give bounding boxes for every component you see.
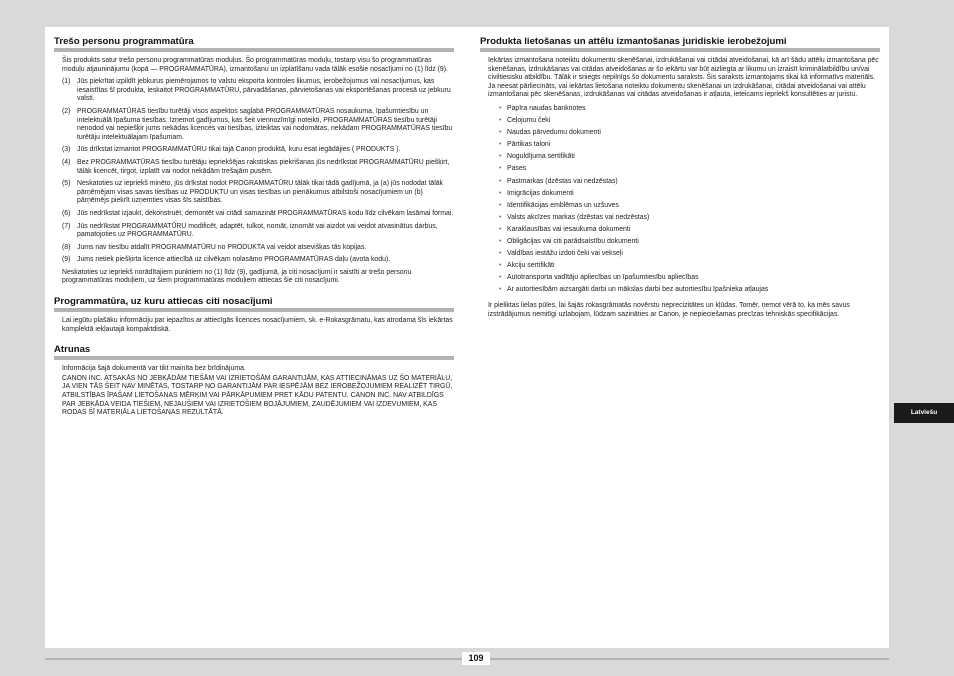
list-item: [499, 238, 880, 247]
item-number: (9): [62, 256, 71, 264]
item-text: Ceļojumu čeki: [507, 117, 551, 125]
list-item: [62, 180, 454, 206]
section-heading: Produkta lietošanas un attēlu izmantošanas juridiskie ierobežojumi: [480, 36, 880, 52]
list-item: [62, 78, 454, 104]
list-item: [499, 153, 880, 162]
list-item: [499, 250, 880, 259]
item-text: Neskatoties uz iepriekš minēto, jūs drīkstat nodot PROGRAMMATŪRU tālāk tikai tādā gadījumā, ja (a) jūs nododat tālāk pārņēmējam visas savas tiesības uz PRODUKTU un visas tiesības un pienākumus atbilstoši nosacījumiem un (b) pārņēmējs piekrīt uzņemties visas šīs saistības.: [77, 180, 443, 205]
bullet-list: [480, 105, 880, 295]
list-item: [499, 117, 880, 126]
section-third-party-software: [54, 36, 454, 286]
item-number: (2): [62, 107, 71, 115]
paragraph: Lai iegūtu plašāku informāciju par iepazītos ar attiecīgās licences nosacījumiem, sk. e-Rokasgrāmatu, kas atrodama šīs iekārtas komplektā iekļautajā kompaktdiskā.: [62, 317, 453, 333]
item-text: Obligācijas vai citi parādsaistību dokumenti: [507, 238, 639, 245]
item-text: Papīra naudas banknotes: [507, 104, 586, 112]
list-item: [499, 214, 880, 223]
paragraph: Iekārtas izmantošana noteiktu dokumentu skenēšanai, izdrukāšanai vai citādai atveidošanai, kā arī šādu attēlu izmantošana pēc skenēšanas, izdrukāšanas vai citādas atveidošanas ar šo iekārtu var būt aizliegta ar likumu un izraisīt kriminālatbildību un/vai civiltiesisku atbildību. Tālāk ir sniegts nepilnīgs šo dokumentu saraksts. Šis saraksts izmantojams tikai kā informatīvs materiāls. Ja neesat pārliecināts, vai iekārtas lietošana noteiktu dokumentu skenēšanai un izdrukāšanai, citādai atveidošanai vai attēlu izmantošanai pēc skenēšanas, izdrukāšanas vai citādas atveidošanas ir atļauta, ieteicams iepriekš konsultēties ar juristu.: [488, 57, 879, 99]
list-item: [499, 262, 880, 271]
list-item: [62, 159, 454, 176]
item-text: Karaklausības vai iesaukuma dokumenti: [507, 225, 631, 233]
item-text: Jūs nedrīkstat izjaukt, dekonstruēt, demontēt vai citādi samazināt PROGRAMMATŪRAS kodu līdz cilvēkam lasāmai formai.: [77, 209, 454, 217]
numbered-list: [54, 78, 454, 265]
section-heading: Trešo personu programmatūra: [54, 36, 454, 52]
list-item: [499, 141, 880, 150]
list-item: [499, 286, 880, 295]
paragraph: Neskatoties uz iepriekš norādītajiem punktiem no (1) līdz (9), gadījumā, ja citi nosacījumi ir saistīti ar trešo personu programmatūras moduļiem, uz šiem programmatūras moduļiem attiecas šie citi nosacījumi.: [62, 268, 412, 285]
item-text: Naudas pārvedumu dokumenti: [507, 129, 601, 137]
bullet-icon: •: [499, 117, 502, 125]
item-number: (5): [62, 180, 71, 188]
bullet-icon: •: [499, 201, 502, 209]
item-text: Autotransporta vadītāju apliecības un īpašumtiesību apliecības: [507, 274, 699, 282]
item-number: (8): [62, 243, 71, 251]
bullet-icon: •: [499, 129, 502, 137]
item-number: (6): [62, 209, 71, 217]
item-text: Identifikācijas emblēmas un uzšuves: [507, 201, 619, 209]
item-number: (1): [62, 78, 71, 86]
list-item: [62, 223, 454, 240]
item-text: Valsts akcīzes markas (dzēstas vai nedzēstas): [507, 213, 650, 221]
page-number: 109: [462, 652, 490, 665]
item-number: (3): [62, 146, 71, 154]
bullet-icon: •: [499, 177, 502, 185]
item-text: Jums netiek piešķirta licence attiecībā uz cilvēkam nolasāmo PROGRAMMATŪRAS daļu (avota kodu).: [77, 256, 391, 264]
left-margin: [0, 0, 45, 676]
item-text: Pārtikas taloni: [507, 141, 551, 149]
item-text: Akciju sertifikāti: [507, 262, 555, 270]
item-number: (4): [62, 158, 71, 166]
section-heading: Programmatūra, uz kuru attiecas citi nosacījumi: [54, 296, 454, 312]
bullet-icon: •: [499, 225, 502, 233]
item-text: Bez PROGRAMMATŪRAS tiesību turētāju iepriekšējas rakstiskas piekrišanas jūs nedrīkstat PROGRAMMATŪRU piešķirt, tālāk licencēt, tirgot, izplatīt vai nodot nekādām trešajām pusēm.: [77, 158, 450, 175]
list-item: [62, 108, 454, 142]
list-item: [62, 256, 454, 265]
item-text: Jūs piekrītat izpildīt jebkurus piemērojamos to valstu eksporta kontroles likumus, ierobežojumus vai nosacījumus, kas iesaistītas šī produkta, ieskaitot PROGRAMMATŪRU, pārvadāšanas, pārvietošanas vai eksportēšanas procesā uz jebkuru valsti.: [77, 78, 451, 103]
bullet-icon: •: [499, 189, 502, 197]
list-item: [499, 165, 880, 174]
list-item: [62, 244, 454, 253]
item-text: Jūs drīkstat izmantot PROGRAMMATŪRU tikai tajā Canon produktā, kuru esat iegādājies ( PRODUKTS ).: [77, 146, 401, 154]
item-number: (7): [62, 222, 71, 230]
list-item: [499, 190, 880, 199]
bullet-icon: •: [499, 104, 502, 112]
section-disclaimers: [54, 344, 454, 418]
paragraph: Ir pieliktas lielas pūles, lai šajās rokasgrāmatās novērstu neprecizitātes un kļūdas. Tomēr, ņemot vērā to, ka mēs savus izstrādājumus nemitīgi uzlabojam, lūdzam sazināties ar Canon, je nepieciešamas precīzas tehniskās specifikācijas.: [488, 301, 850, 318]
list-item: [499, 226, 880, 235]
list-item: [499, 202, 880, 211]
item-text: Pastmarkas (dzēstas vai nedzēstas): [507, 177, 618, 185]
bullet-icon: •: [499, 262, 502, 270]
item-text: Valdības iestāžu izdoti čeki vai vekseļi: [507, 250, 623, 258]
bullet-icon: •: [499, 141, 502, 149]
list-item: [499, 274, 880, 283]
bullet-icon: •: [499, 238, 502, 245]
left-column: [54, 36, 454, 428]
section-heading: Atrunas: [54, 344, 454, 360]
item-text: Noguldījuma sertifikāti: [507, 153, 575, 161]
list-item: [499, 105, 880, 114]
bullet-icon: •: [499, 213, 502, 221]
paragraph: CANON INC. ATSAKĀS NO JEBKĀDĀM TIEŠĀM VAI IZRIETOŠĀM GARANTIJĀM, KAS ATTIECINĀMAS UZ ŠO MATERIĀLU, JA VIEN TĀS ŠEIT NAV MINĒTAS, TOSTARP NO GARANTIJĀM PAR IESPĒJĀM BEZ IEROBEŽOJUMIEM REALIZĒT TIRGŪ, ATBILSTĪBAS ĪPAŠAM LIETOŠANAS MĒRĶIM VAI PĀRKĀPUMIEM PRET KĀDU PATENTU. CANON INC. NAV ATBILDĪGS PAR JEBKĀDA VEIDA TIEŠIEM, NEJAUŠIEM VAI IZRIETOŠIEM BOJĀJUMIEM, ZAUDĒJUMIEM VAI IZDEVUMIEM, KAS RODAS ŠĪ MATERIĀLA LIETOŠANAS REZULTĀTĀ.: [62, 374, 453, 417]
bullet-icon: •: [499, 250, 502, 258]
document-page: [45, 27, 889, 648]
item-text: Jūs nedrīkstat PROGRAMMATŪRU modificēt, adaptēt, tulkot, nomāt, iznomāt vai aizdot vai veidot atvasinātus darbus, pamatojoties uz PROGRAMMATŪRU.: [77, 222, 438, 239]
item-text: PROGRAMMATŪRAS tiesību turētāji visos aspektos saglabā PROGRAMMATŪRAS nosaukuma, īpašumtiesību un intelektuālā īpašuma tiesības. Izņemot gadījumus, kas šeit viennozīmīgi noteikti, PROGRAMMATŪRAS tiesību turētāji nenodod vai nepiešķir jums nekādas licences vai tiesības, izteiktas vai nodomātas, nekādam PROGRAMMATŪRAS tiesību turētāju intelektuālajam īpašumam.: [77, 107, 453, 141]
right-column: [480, 36, 880, 323]
paragraph: Informācija šajā dokumentā var tikt mainīta bez brīdinājuma.: [62, 365, 246, 373]
list-item: [62, 146, 454, 155]
bullet-icon: •: [499, 286, 502, 294]
bullet-icon: •: [499, 153, 502, 161]
list-item: [499, 129, 880, 138]
item-text: Imigrācijas dokumenti: [507, 189, 574, 197]
bullet-icon: •: [499, 274, 502, 282]
item-text: Pases: [507, 165, 527, 173]
section-other-terms: [54, 296, 454, 334]
language-tab: Latviešu: [894, 403, 954, 423]
list-item: [499, 178, 880, 187]
item-text: Ar autortiesībām aizsargāti darbi un mākslas darbi bez autortiesību īpašnieka atļaujas: [507, 286, 769, 294]
list-item: [62, 210, 454, 219]
paragraph: Šis produkts satur trešo personu programmatūras moduļus. Šo programmatūras moduļu, tostarp visu šo programmatūras moduļu atjauninājumu (kopā — PROGRAMMATŪRA), izmantošanu un izplatīšanu vada tālāk esošie nosacījumi no (1) līdz (9).: [62, 57, 448, 73]
bullet-icon: •: [499, 165, 502, 173]
item-text: Jums nav tiesību atdalīt PROGRAMMATŪRU no PRODUKTA vai veidot atsevišķas tās kopijas.: [77, 243, 367, 251]
